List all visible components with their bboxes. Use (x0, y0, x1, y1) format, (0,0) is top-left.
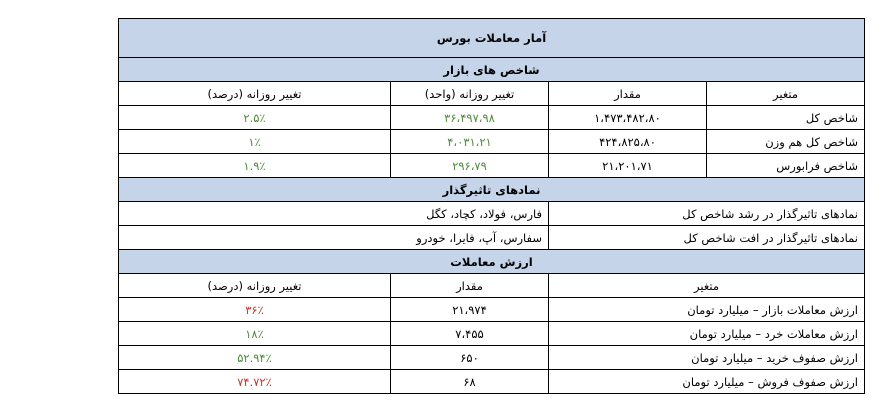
trade-name: ارزش معاملات خرد – میلیارد تومان (549, 322, 865, 346)
influential-label: نمادهای تاثیرگذار در رشد شاخص کل (549, 202, 865, 226)
column-header: متغیر (707, 82, 865, 106)
table-row (119, 298, 865, 322)
influential-symbols: سفارس، آپ، فایرا، خودرو (119, 226, 549, 250)
index-change-units: ۴،۰۳۱،۲۱ (391, 130, 549, 154)
trade-change-percent: ۱۸٪ (119, 322, 391, 346)
index-value: ۲۱،۲۰۱،۷۱ (549, 154, 707, 178)
index-change-percent: ۲.۵٪ (119, 106, 391, 130)
table-row (119, 130, 865, 154)
index-change-units: ۳۶،۴۹۷،۹۸ (391, 106, 549, 130)
table-row (119, 370, 865, 394)
trade-value: ۶۸ (391, 370, 549, 394)
trade-change-percent: ۷۴.۷۲٪ (119, 370, 391, 394)
column-header: تغییر روزانه (درصد) (119, 82, 391, 106)
index-change-percent: ۱.۹٪ (119, 154, 391, 178)
column-header: مقدار (549, 82, 707, 106)
table-row (119, 322, 865, 346)
column-header: متغیر (549, 274, 865, 298)
trade-change-percent: ۵۲.۹۴٪ (119, 346, 391, 370)
section-title-influential: نمادهای تاثیرگذار (119, 178, 865, 202)
index-name: شاخص کل (707, 106, 865, 130)
indices-header-row (119, 82, 865, 106)
exchange-stats-table (118, 18, 865, 394)
section-title-trade-value: ارزش معاملات (119, 250, 865, 274)
trade-change-percent: ۳۶٪ (119, 298, 391, 322)
trade-value: ۲۱،۹۷۴ (391, 298, 549, 322)
influential-symbols: فارس، فولاد، کچاد، کگل (119, 202, 549, 226)
trade-name: ارزش صفوف فروش – میلیارد تومان (549, 370, 865, 394)
trade-value: ۶۵۰ (391, 346, 549, 370)
table-row (119, 346, 865, 370)
index-name: شاخص فرابورس (707, 154, 865, 178)
index-name: شاخص کل هم وزن (707, 130, 865, 154)
section-title-indices: شاخص های بازار (119, 58, 865, 82)
index-change-units: ۲۹۶،۷۹ (391, 154, 549, 178)
table-row (119, 154, 865, 178)
influential-label: نمادهای تاثیرگذار در افت شاخص کل (549, 226, 865, 250)
column-header: مقدار (391, 274, 549, 298)
column-header: تغییر روزانه (درصد) (119, 274, 391, 298)
trade-name: ارزش معاملات بازار – میلیارد تومان (549, 298, 865, 322)
index-value: ۴۲۴،۸۲۵،۸۰ (549, 130, 707, 154)
table-row (119, 226, 865, 250)
trade-value: ۷،۴۵۵ (391, 322, 549, 346)
index-value: ۱،۴۷۳،۴۸۲،۸۰ (549, 106, 707, 130)
trade-name: ارزش صفوف خرید – میلیارد تومان (549, 346, 865, 370)
trade-header-row (119, 274, 865, 298)
table-title: آمار معاملات بورس (119, 19, 865, 58)
table-row (119, 106, 865, 130)
column-header: تغییر روزانه (واحد) (391, 82, 549, 106)
table-row (119, 202, 865, 226)
index-change-percent: ۱٪ (119, 130, 391, 154)
